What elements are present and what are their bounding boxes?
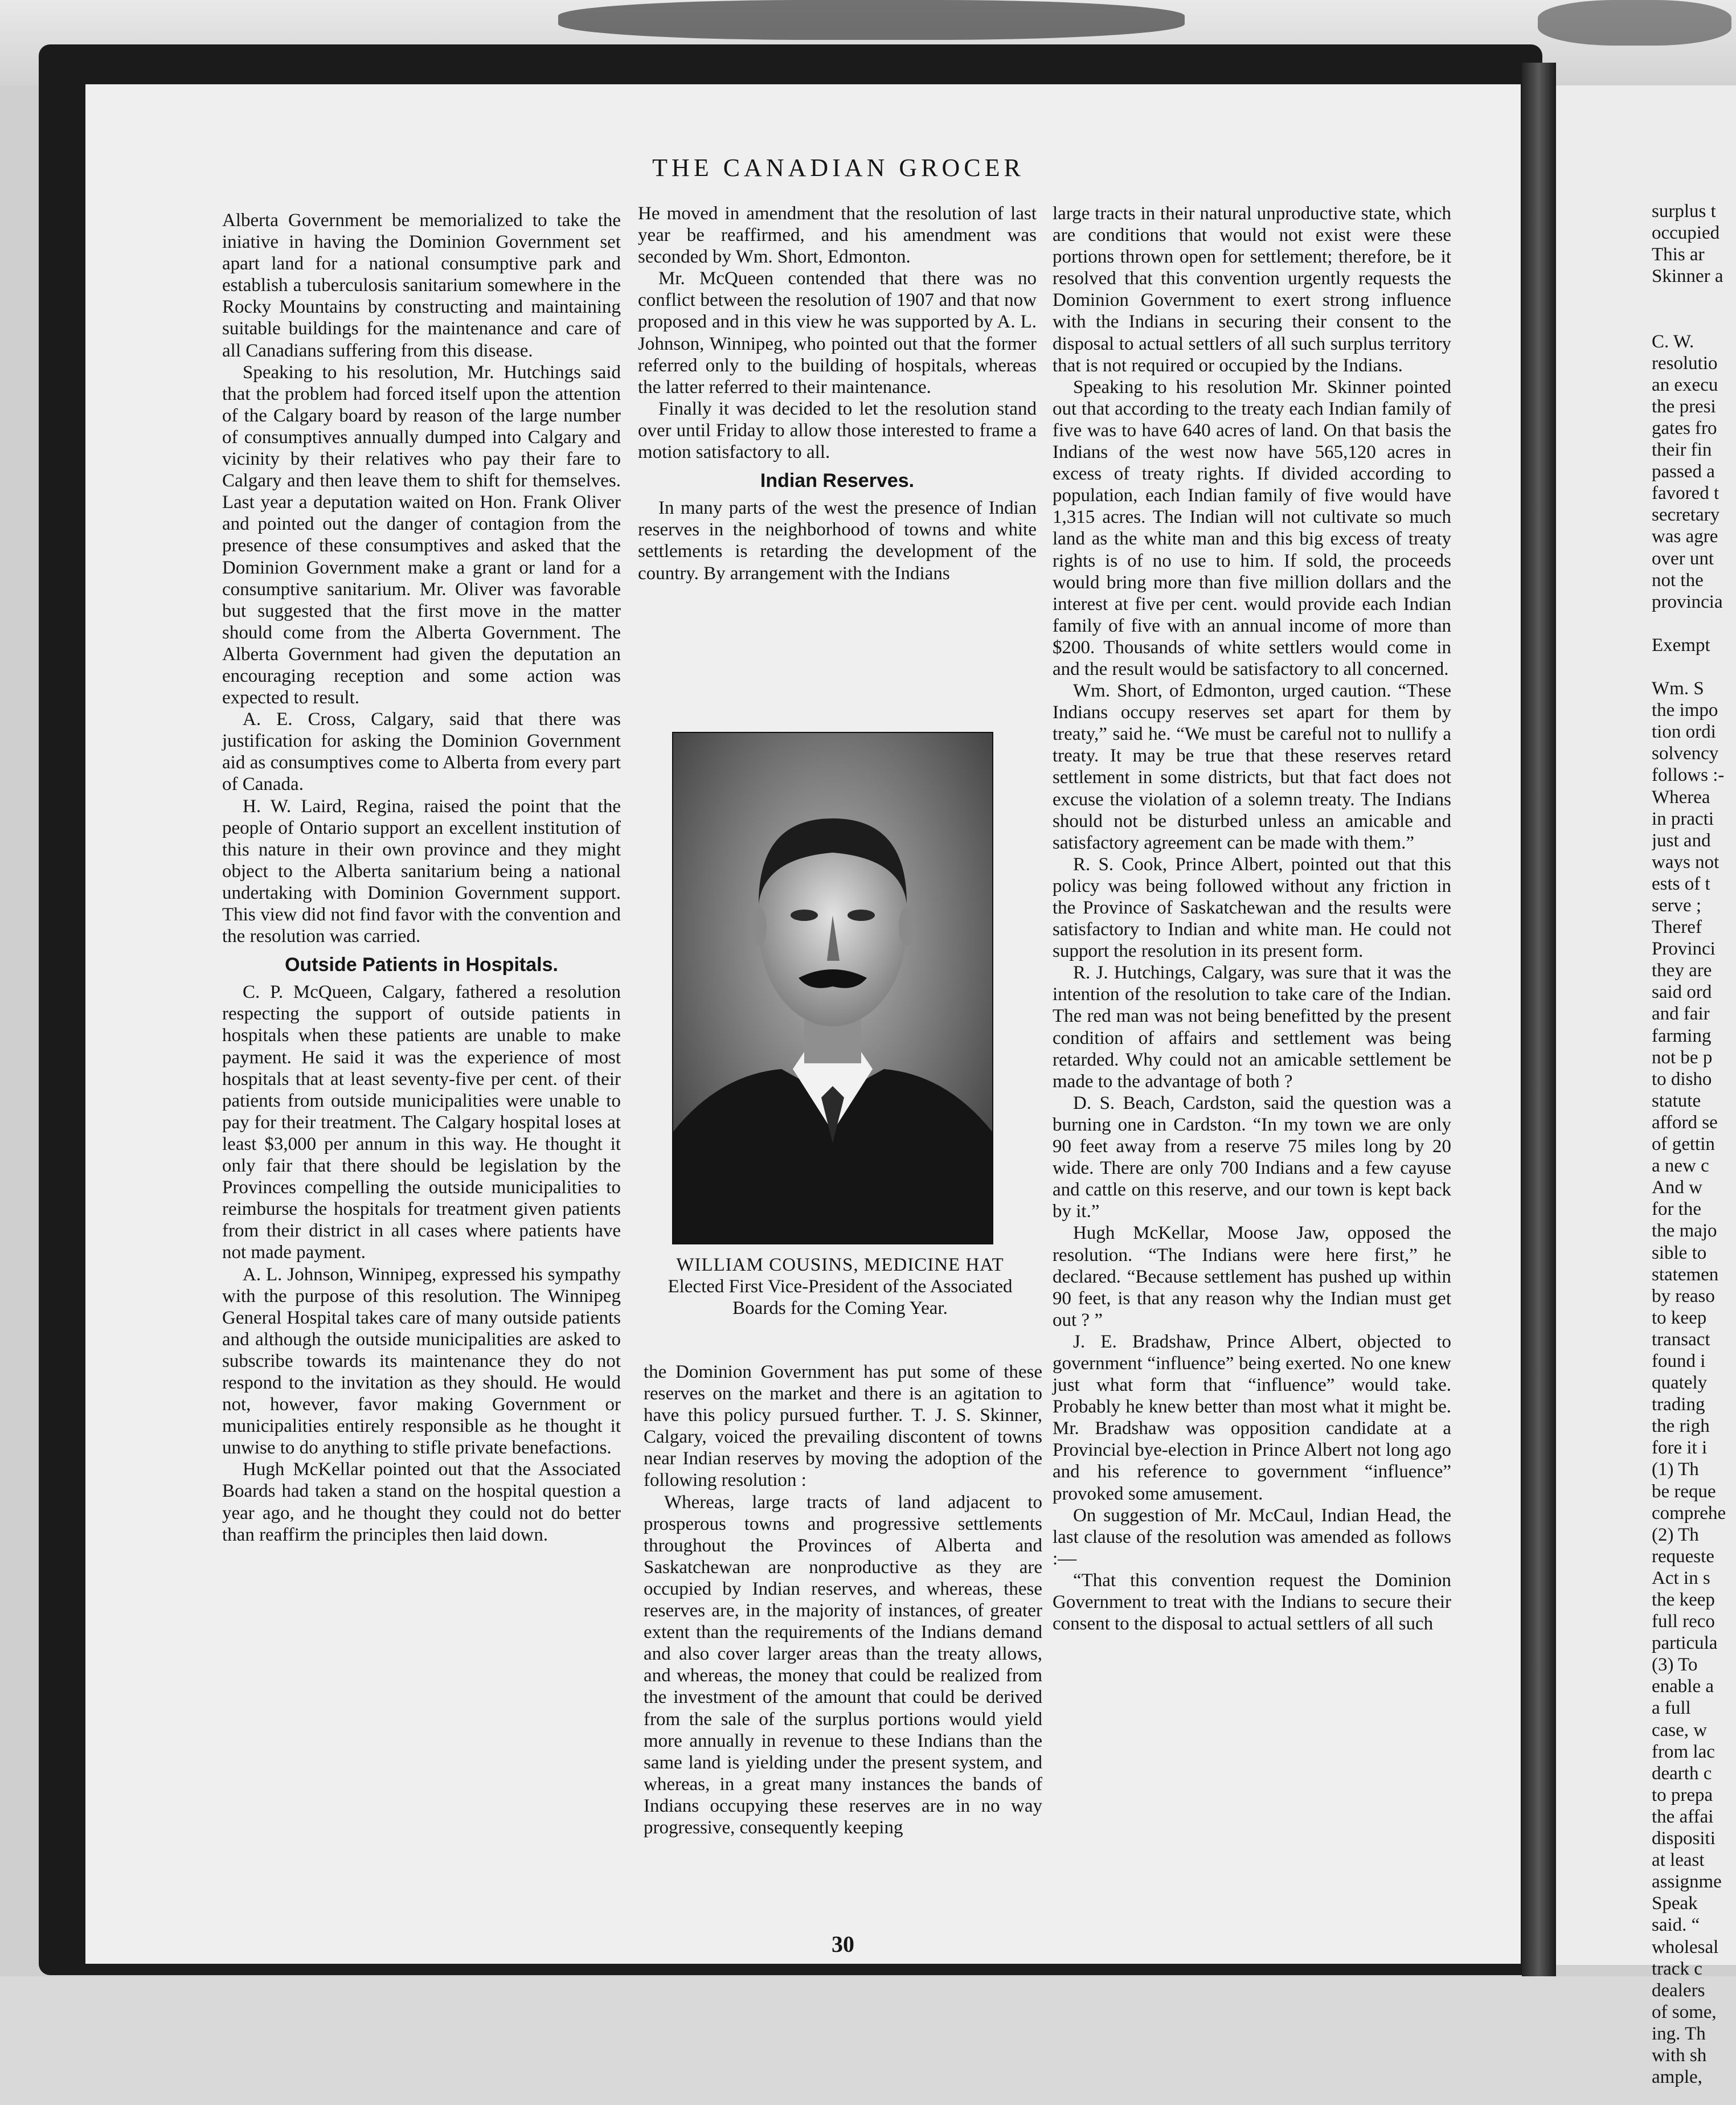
right-page-line: tion ordi [1652,722,1716,743]
right-page-line: afford se [1652,1112,1718,1133]
caption-name: WILLIAM COUSINS, MEDICINE HAT [676,1255,1004,1275]
paragraph: A. L. Johnson, Winnipeg, expressed his sympathy with the purpose of this resolution. The Winnipeg General Hospital takes care of many outside patients and although the outside municipalities are asked to subscribe towards its maintenance they do not respond to the invitation as they should. He would not, however, favor making Government or municipalities entirely responsible as he thought it unwise to do anything to stifle private benefactions. [222,1264,621,1459]
right-page-line: quately [1652,1373,1708,1394]
right-page-line: favored t [1652,483,1719,504]
paragraph: Hugh McKellar, Moose Jaw, opposed the resolution. “The Indians were here first,” he declared. “Because settlement has pushed up within 90 feet, is that any reason why the Indian must get out ? ” [1053,1223,1451,1330]
right-page-line: for the [1652,1199,1702,1220]
right-page-line: said. “ [1652,1915,1700,1936]
right-page-line: from lac [1652,1741,1715,1762]
right-page-line: ests of t [1652,873,1710,894]
right-page-line: the presi [1652,396,1716,417]
right-page-line: wholesal [1652,1936,1719,1957]
paragraph: J. E. Bradshaw, Prince Albert, objected to government “influence” being exerted. No one knew just what form that “influence” would take. Probably he knew better than most what it might be. Mr. Bradshaw was opposition candidate at a Provincial bye-election in Prince Albert not long ago and his reference to government “influence” provoked some amusement. [1053,1331,1451,1504]
right-page-line: serve ; [1652,895,1702,916]
right-page-line: said ord [1652,982,1712,1003]
right-page-line: by reaso [1652,1285,1715,1307]
right-page-line: farming [1652,1025,1712,1046]
right-page-line: statemen [1652,1264,1719,1285]
right-page-line: of some, [1652,2001,1717,2022]
right-page-line: ways not [1652,851,1719,873]
paragraph: Hugh McKellar pointed out that the Associated Boards had taken a stand on the hospital question a year ago, and he thought they could not do better than reaffirm the principles then laid down. [222,1459,621,1545]
paragraph: He moved in amendment that the resolution of last year be reaffirmed, and his amendment was seconded by Wm. Short, Edmonton. [638,203,1037,268]
right-page-line: the majo [1652,1221,1717,1242]
right-page-line: sible to [1652,1242,1707,1263]
right-page-line: and fair [1652,1004,1710,1025]
column-2-continued [644,1361,1042,1838]
right-page-line: requeste [1652,1546,1714,1567]
right-page-line: Skinner a [1652,266,1723,287]
right-page-line: not the [1652,570,1704,591]
right-page-line: (2) Th [1652,1524,1699,1545]
right-page-line: gates fro [1652,417,1717,439]
right-page-line: statute [1652,1090,1701,1111]
right-page-line: the impo [1652,700,1718,721]
right-page-line: Act in s [1652,1567,1710,1588]
right-page-line: provincia [1652,591,1723,612]
paragraph: On suggestion of Mr. McCaul, Indian Head, the last clause of the resolution was amended as follows :— [1053,1505,1451,1569]
paragraph: R. S. Cook, Prince Albert, pointed out that this policy was being followed without any friction in the Province of Saskatchewan and the results were satisfactory to Indian and white man. He could not support the resolution in its present form. [1053,854,1451,962]
right-page-line: a new c [1652,1156,1709,1177]
paragraph: Wm. Short, of Edmonton, urged caution. “These Indians occupy reserves set apart for them by treaty,” said he. “We must be careful not to nullify a treaty. It may be true that these reserves retard settlement in some districts, but that fact does not excuse the violation of a solemn treaty. The Indians should not be disturbed unless an amicable and satisfactory agreement can be made with them.” [1053,681,1451,853]
right-page-column [1652,200,1736,2088]
right-page-line: Wherea [1652,787,1710,808]
right-page-line: (3) To [1652,1654,1698,1676]
paragraph: Mr. McQueen contended that there was no conflict between the resolution of 1907 and that now proposed and in this view he was supported by A. L. Johnson, Winnipeg, who pointed out that the former referred only to the building of hospitals, whereas the latter referred to their maintenance. [638,268,1037,398]
paragraph: R. J. Hutchings, Calgary, was sure that it was the intention of the resolution to take care of the Indian. The red man was not being benefitted by the present condition of affairs and settlement was being retarded. Why could not an amicable settlement be made to the advantage of both ? [1053,963,1451,1092]
right-page-line: resolutio [1652,353,1718,374]
right-page-line: the righ [1652,1416,1710,1437]
right-page-line: ing. Th [1652,2023,1706,2044]
right-page-line: Wm. S [1652,678,1704,699]
column-1 [222,210,621,1546]
caption-text: Elected First Vice-President of the Associated Boards for the Coming Year. [668,1276,1013,1318]
running-head: THE CANADIAN GROCER [652,154,1025,182]
paragraph: A. E. Cross, Calgary, said that there was justification for asking the Dominion Government aid as consumptives come to Alberta from every part of Canada. [222,709,621,795]
photo-caption [641,1254,1039,1319]
right-page-line: enable a [1652,1676,1714,1697]
column-3 [1053,203,1451,1635]
right-page-line [1652,287,1736,309]
paragraph: Alberta Government be memorialized to take the iniative in having the Dominion Government set apart land for a national consumptive park and establish a tuberculosis sanitarium somewhere in the Rocky Mountains by constructing and maintaining suitable buildings for the maintenance and care of all Canadians suffering from this disease. [222,210,621,361]
right-page-line: secretary [1652,505,1720,526]
paragraph: Speaking to his resolution Mr. Skinner pointed out that according to the treaty each Indian family of five was to have 640 acres of land. On that basis the Indians of the west now have 565,120 acres in excess of treaty rights. If divided according to population, each Indian family of five would have 1,315 acres. The Indian will not cultivate so much land as the white man and this big excess of treaty rights is of no use to him. If sold, the proceeds would bring more than five million dollars and the interest at five per cent. would provide each Indian family of five with an annual income of more than $200. Thousands of white settlers would come in and the result would be satisfactory to all concerned. [1053,376,1451,679]
right-page-line: trading [1652,1394,1705,1415]
right-page-line: And w [1652,1177,1702,1198]
ink-blot [1538,0,1731,46]
right-page-line: surplus t [1652,201,1716,222]
right-page-line [1652,309,1736,330]
right-page-line: This ar [1652,244,1705,265]
paragraph: Speaking to his resolution, Mr. Hutchings said that the problem had forced itself upon the attention of the Calgary board by reason of the large number of consumptives annually dumped into Calgary and vicinity by their relatives who pay their fare to Calgary and then leave them to shift for themselves. Last year a deputation waited on Hon. Frank Oliver and pointed out the danger of contagion from the presence of these consumptives and asked that the Dominion Government make a grant or land for a consumptive sanitarium. Mr. Oliver was favorable but suggested that the first move in the matter should come from the Alberta Government. The Alberta Government had given the deputation an encouraging reception and some action was expected to result. [222,362,621,709]
section-heading: Outside Patients in Hospitals. [285,954,558,976]
right-page-line: case, w [1652,1719,1708,1740]
right-page-line: fore it i [1652,1438,1708,1459]
paragraph: large tracts in their natural unproductive state, which are conditions that would not exist were these portions thrown open for settlement; therefore, be it resolved that this convention urgently requests the Dominion Government to exert strong influence with the Indians in securing their consent to the disposal to actual settlers of all such surplus territory that is not required or occupied by the Indians. [1053,203,1451,376]
right-page-line: be reque [1652,1481,1716,1502]
right-page-line: follows :- [1652,765,1725,786]
right-page-line: full reco [1652,1611,1715,1632]
right-page-line: occupied [1652,223,1720,244]
right-page-line: just and [1652,830,1711,851]
right-page-line: Speak [1652,1893,1698,1914]
right-page-line: the keep [1652,1590,1715,1610]
right-page-line: solvency [1652,743,1719,764]
paragraph: the Dominion Government has put some of these reserves on the market and there is an agitation to have this policy pursued further. T. J. S. Skinner, Calgary, voiced the prevailing discontent of towns near Indian reserves by moving the adoption of the following resolution : [644,1362,1042,1491]
right-page-line: (1) Th [1652,1459,1699,1480]
right-page-line: Theref [1652,917,1702,938]
right-page-line: not be p [1652,1047,1713,1068]
right-page-line [1652,613,1736,634]
book-gutter [1522,63,1556,1988]
right-page-line: to disho [1652,1068,1712,1090]
paragraph: H. W. Laird, Regina, raised the point that the people of Ontario support an excellent institution of this nature in their own province and they might object to the Alberta sanitarium being a national undertaking with Dominion Government support. This view did not find favor with the convention and the resolution was carried. [222,796,621,947]
right-page-line: was agre [1652,526,1718,547]
right-page-line: dispositi [1652,1828,1715,1849]
scan-bottom-edge [0,1976,1736,2105]
right-page-line: assignme [1652,1871,1722,1893]
right-page-line: Provinci [1652,939,1715,960]
right-page-line: their fin [1652,440,1712,461]
paragraph: “That this convention request the Dominion Government to treat with the Indians to secure their consent to the disposal to actual settlers of all such [1053,1570,1451,1635]
paragraph: C. P. McQueen, Calgary, fathered a resolution respecting the support of outside patients in hospitals when these patients are unable to make payment. He said it was the experience of most hospitals that at least seventy-five per cent. of their patients from outside municipalities were unable to pay for their treatment. The Calgary hospital loses at least $3,000 per annum in this way. He thought it only fair that there should be legislation by the Provinces compelling the outside municipalities to reimburse the hospitals for treatment given patients from their district in all cases where patients have not made payment. [222,982,621,1263]
right-page-line [1652,656,1736,678]
right-page-line: comprehe [1652,1502,1726,1524]
right-page-line: track c [1652,1958,1702,1979]
right-page-line: a full [1652,1698,1691,1719]
right-page-line: dealers [1652,1980,1705,2001]
page-number: 30 [832,1931,854,1957]
column-2 [638,203,1037,584]
right-page-line: of gettin [1652,1134,1715,1155]
right-page-line: the affai [1652,1806,1714,1827]
paragraph: D. S. Beach, Cardston, said the question was a burning one in Cardston. “In my town we are only 90 feet away from a reserve 75 miles long by 20 wide. There are only 700 Indians and a few cayuse and cattle on this reserve, and our town is kept back by it.” [1053,1092,1451,1222]
right-page-line: transact [1652,1329,1710,1350]
right-page-line: over unt [1652,548,1714,569]
right-page-line: they are [1652,960,1712,981]
portrait-photo [672,732,993,1244]
portrait-illustration [673,733,992,1243]
right-page-line: dearth c [1652,1763,1712,1784]
paragraph: Whereas, large tracts of land adjacent to prosperous towns and progressive settlements throughout the Provinces of Alberta and Saskatchewan are nonproductive as they are occupied by Indian reserves, and whereas, these reserves are, in the majority of instances, of greater extent than the requirements of the Indians demand and also cover larger areas than the treaty allows, and whereas, the money that could be realized from the investment of the amount that could be derived from the sale of the surplus portions would yield more annually in revenue to these Indians than the same land is yielding under the present system, and whereas, in a great many instances the bands of Indians occupying these reserves are in no way progressive, consequently keeping [644,1492,1042,1838]
ink-blot [558,0,1185,40]
right-page-line: an execu [1652,374,1718,395]
right-page-line: ample, [1652,2067,1702,2088]
right-page-line: at least [1652,1850,1705,1871]
right-page-line: found i [1652,1350,1706,1371]
right-page-line: passed a [1652,461,1715,482]
section-heading: Indian Reserves. [760,470,915,492]
paragraph: Finally it was decided to let the resolution stand over until Friday to allow those interested to frame a motion satisfactory to all. [638,398,1037,463]
paragraph: In many parts of the west the presence of Indian reserves in the neighborhood of towns and white settlements is retarding the development of the country. By arrangement with the Indians [638,498,1037,584]
right-page-line: particula [1652,1633,1718,1654]
right-page-line: C. W. [1652,331,1694,352]
right-page-line: to prepa [1652,1784,1713,1805]
right-page-line: Exempt [1652,634,1710,656]
right-page-line: with sh [1652,2045,1707,2066]
right-page-line: to keep [1652,1307,1707,1328]
right-page-line: in practi [1652,808,1714,829]
